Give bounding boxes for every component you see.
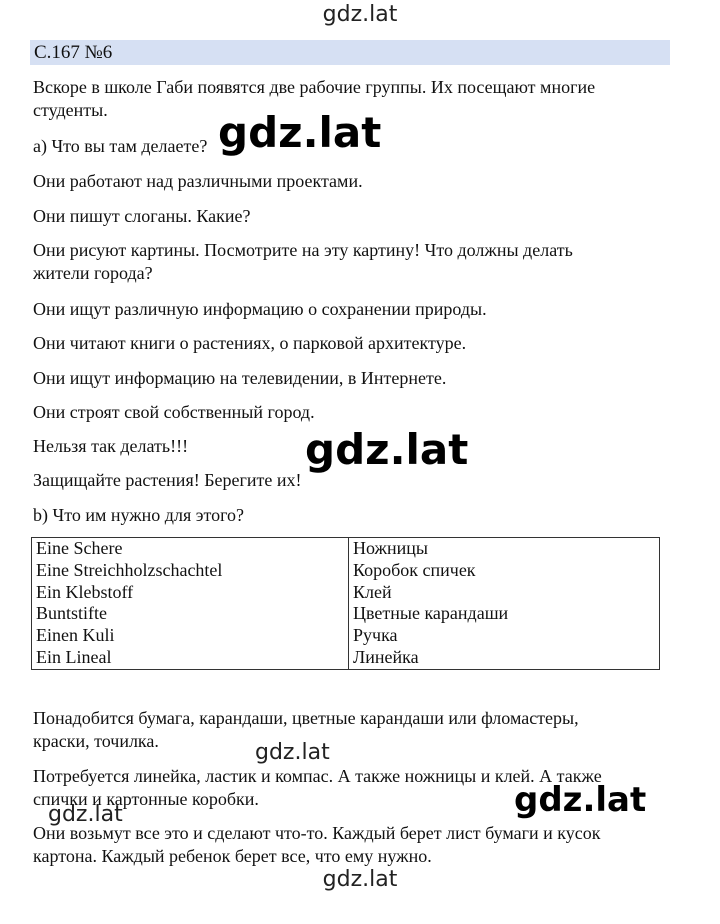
table-row (32, 538, 660, 560)
russian-word: Клей (349, 582, 660, 604)
question-b: b) Что им нужно для этого? (33, 505, 245, 525)
header-bar (30, 40, 670, 65)
watermark-large-3: gdz.lat (514, 780, 647, 820)
sentence-2: Они пишут слоганы. Какие? (33, 206, 251, 226)
russian-word: Линейка (349, 647, 660, 669)
sentence-9: Защищайте растения! Берегите их! (33, 470, 302, 490)
russian-word: Ручка (349, 625, 660, 647)
watermark-large-2: gdz.lat (305, 425, 469, 474)
table-row (32, 560, 660, 582)
sentence-4: Они ищут различную информацию о сохранении природы. (33, 299, 487, 319)
watermark-small-1: gdz.lat (255, 740, 330, 765)
sentence-5: Они читают книги о растениях, о парковой архитектуре. (33, 333, 467, 353)
after-1-line-2: краски, точилка. (33, 731, 159, 751)
table-row (32, 647, 660, 669)
watermark-bottom: gdz.lat (322, 867, 398, 892)
table-row (32, 625, 660, 647)
intro-line-2: студенты. (33, 100, 108, 120)
sentence-8: Нельзя так делать!!! (33, 436, 189, 456)
watermark-top: gdz.lat (322, 2, 398, 27)
after-3-line-2: картона. Каждый ребенок берет все, что ему нужно. (33, 846, 432, 866)
intro-line-1: Вскоре в школе Габи появятся две рабочие группы. Их посещают многие (33, 77, 596, 97)
russian-word: Коробок спичек (349, 560, 660, 582)
sentence-1: Они работают над различными проектами. (33, 171, 363, 191)
sentence-7: Они строят свой собственный город. (33, 402, 315, 422)
german-word: Einen Kuli (32, 625, 349, 647)
german-word: Eine Schere (32, 538, 349, 560)
after-1-line-1: Понадобится бумага, карандаши, цветные карандаши или фломастеры, (33, 708, 579, 728)
german-word: Eine Streichholzschachtel (32, 560, 349, 582)
after-2-line-2: спички и картонные коробки. (33, 789, 259, 809)
question-a: а) Что вы там делаете? (33, 136, 208, 156)
sentence-3-line-2: жители города? (33, 263, 153, 283)
german-word: Buntstifte (32, 603, 349, 625)
watermark-large-1: gdz.lat (218, 108, 382, 157)
table-row (32, 582, 660, 604)
sentence-6: Они ищут информацию на телевидении, в Интернете. (33, 368, 447, 388)
russian-word: Цветные карандаши (349, 603, 660, 625)
vocabulary-table (31, 537, 660, 670)
page-title: С.167 №6 (34, 42, 113, 63)
table-row (32, 603, 660, 625)
german-word: Ein Lineal (32, 647, 349, 669)
after-3-line-1: Они возьмут все это и сделают что-то. Каждый берет лист бумаги и кусок (33, 823, 601, 843)
sentence-3-line-1: Они рисуют картины. Посмотрите на эту картину! Что должны делать (33, 240, 573, 260)
watermark-small-2: gdz.lat (48, 802, 123, 827)
german-word: Ein Klebstoff (32, 582, 349, 604)
after-2-line-1: Потребуется линейка, ластик и компас. А также ножницы и клей. А также (33, 766, 602, 786)
russian-word: Ножницы (349, 538, 660, 560)
